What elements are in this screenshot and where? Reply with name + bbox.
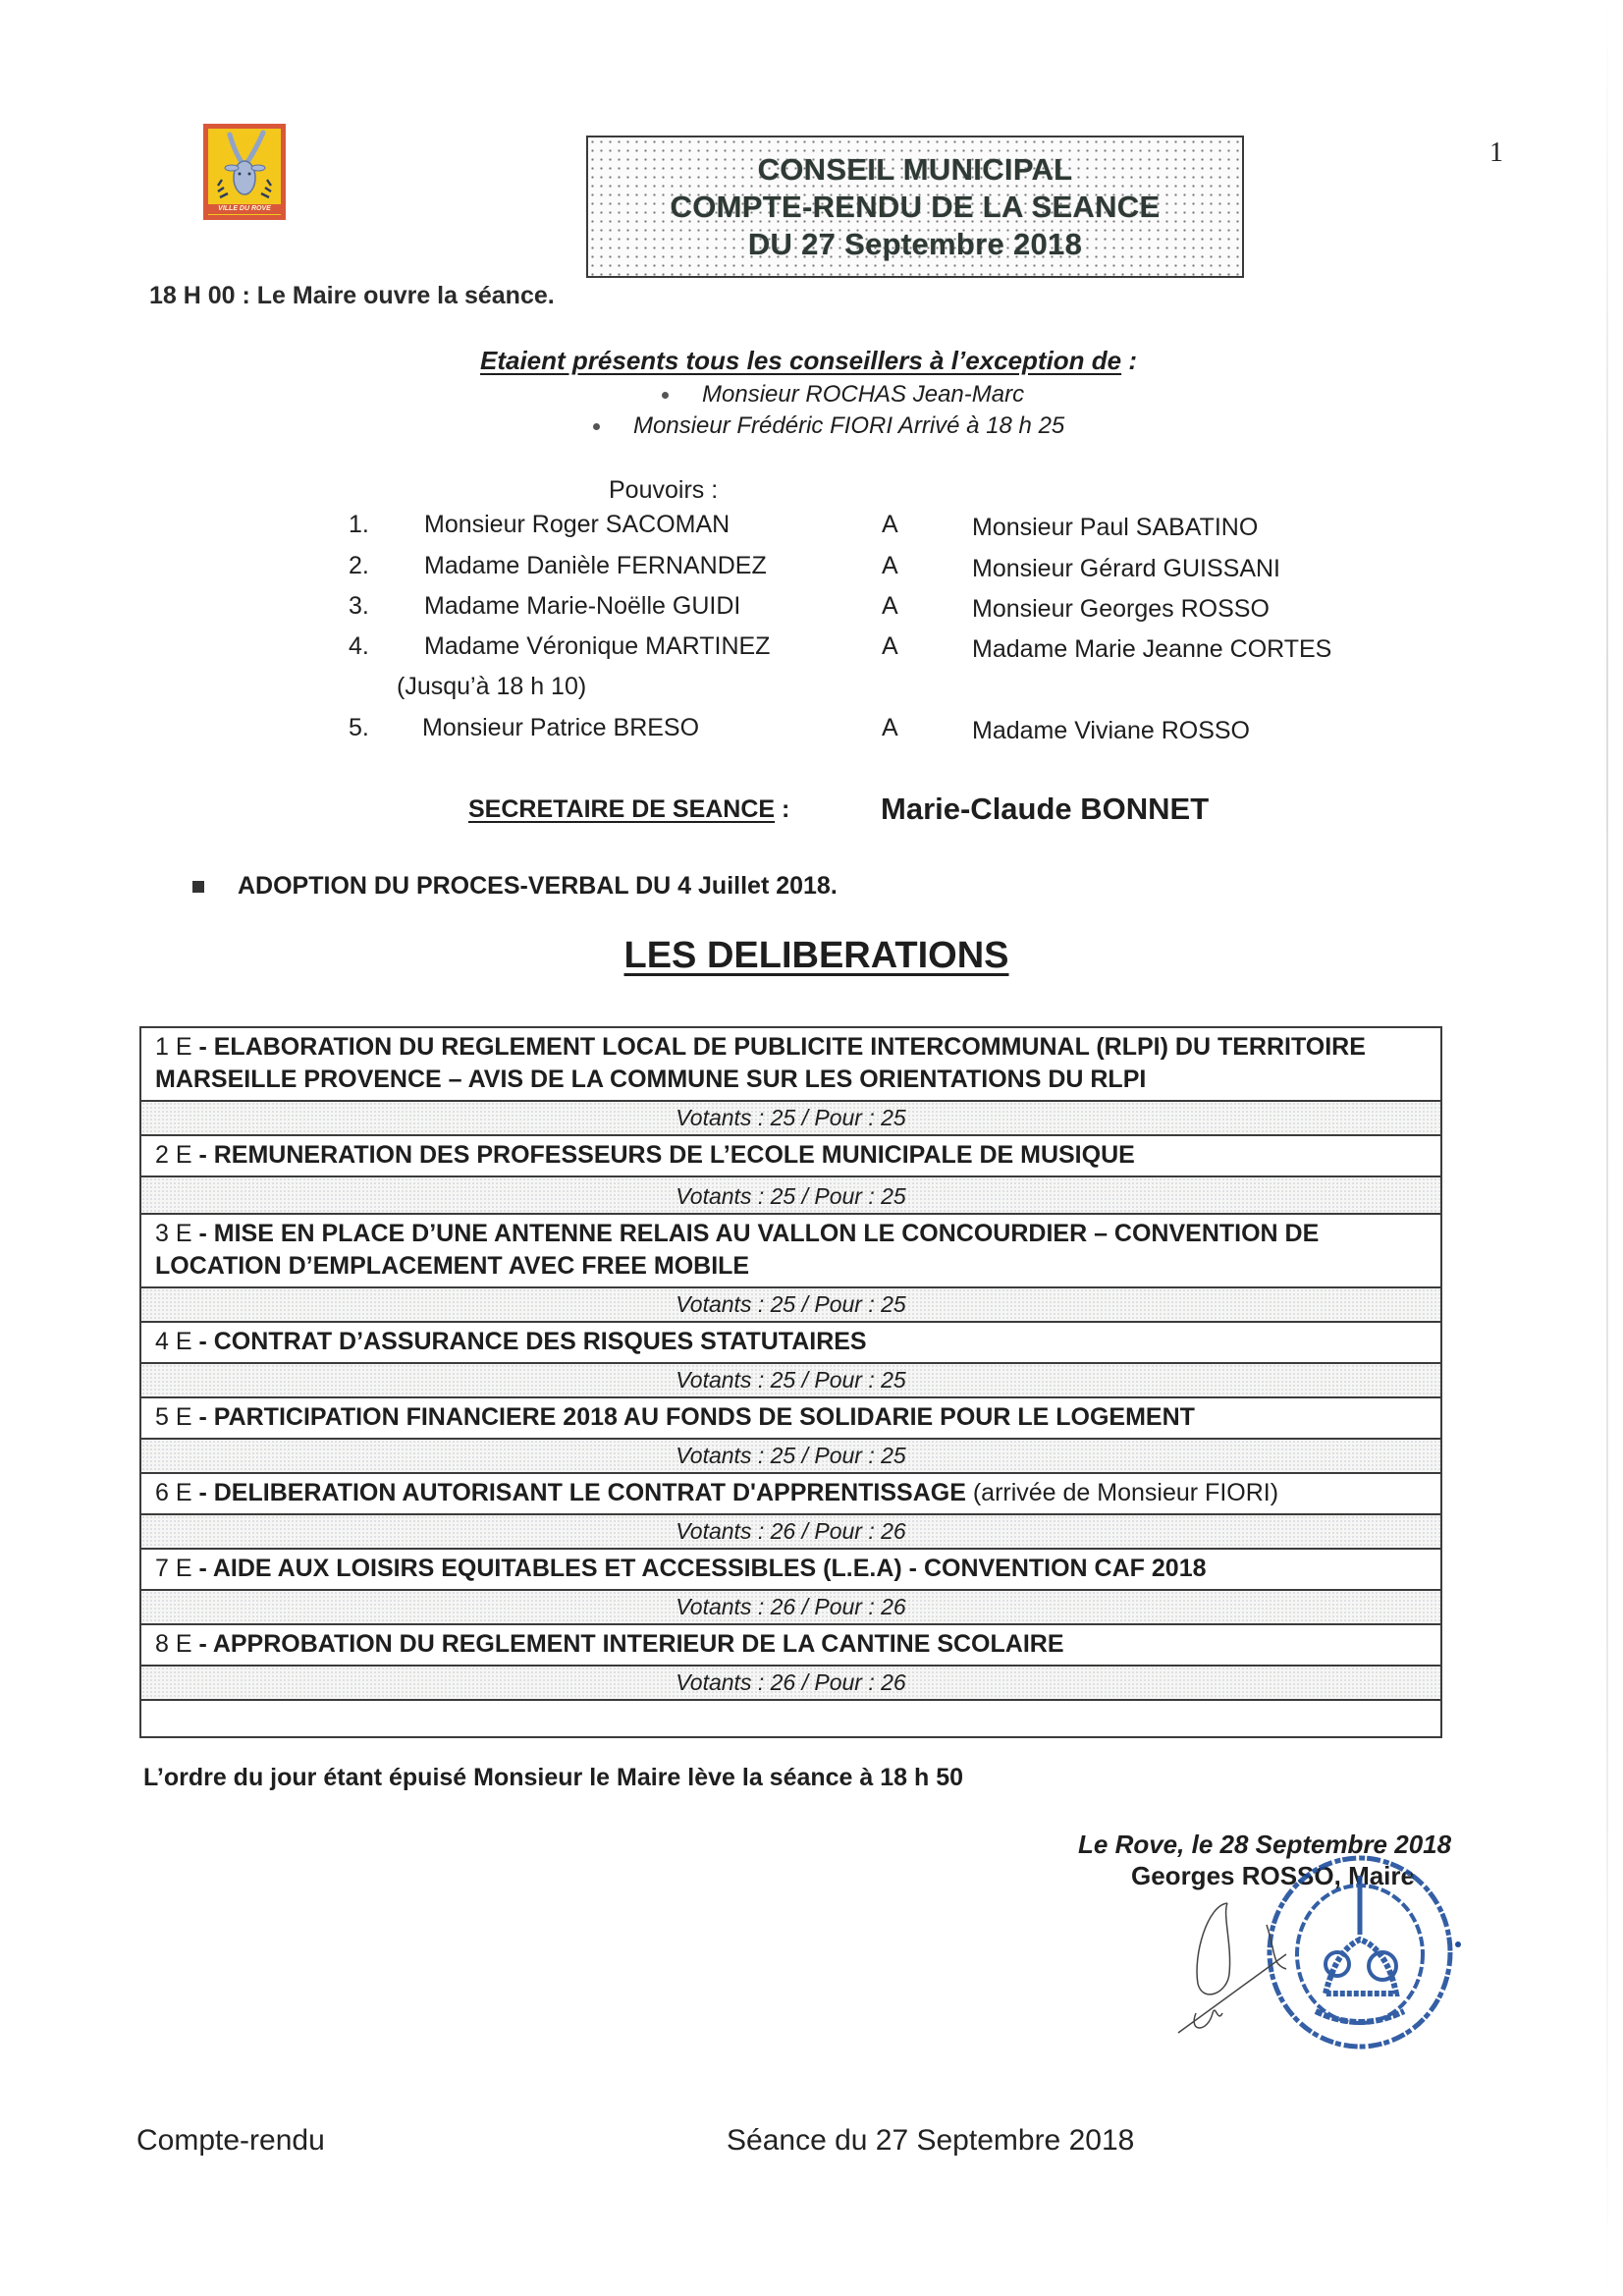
proxy-row: 1. Monsieur Roger SACOMAN A Monsieur Paul SABATINO bbox=[349, 511, 1259, 541]
town-logo bbox=[203, 124, 286, 220]
absent-item: Monsieur Frédéric FIORI Arrivé à 18 h 25 bbox=[593, 412, 1064, 440]
deliberation-vote-row: Votants : 25 / Pour : 25 bbox=[141, 1364, 1440, 1398]
attendance-heading: Etaient présents tous les conseillers à l’exception de : bbox=[480, 346, 1138, 375]
proxy-row: 3. Madame Marie-Noëlle GUIDI A Monsieur Georges ROSSO bbox=[349, 592, 1270, 623]
deliberation-title-row: 8 E - APPROBATION DU REGLEMENT INTERIEUR DE LA CANTINE SCOLAIRE bbox=[141, 1625, 1440, 1667]
closing-statement: L’ordre du jour étant épuisé Monsieur le Maire lève la séance à 18 h 50 bbox=[143, 1764, 964, 1791]
deliberation-vote-row: Votants : 26 / Pour : 26 bbox=[141, 1515, 1440, 1550]
deliberation-title-row: 4 E - CONTRAT D’ASSURANCE DES RISQUES STATUTAIRES bbox=[141, 1323, 1440, 1364]
deliberation-title-row: 6 E - DELIBERATION AUTORISANT LE CONTRAT D'APPRENTISSAGE (arrivée de Monsieur FIORI) bbox=[141, 1474, 1440, 1515]
secretary-label: SECRETAIRE DE SEANCE : bbox=[468, 795, 790, 823]
deliberation-vote-row: Votants : 25 / Pour : 25 bbox=[141, 1440, 1440, 1474]
footer-right: Séance du 27 Septembre 2018 bbox=[727, 2124, 1135, 2157]
proxy-note: (Jusqu’à 18 h 10) bbox=[397, 673, 587, 700]
deliberation-vote-row: Votants : 26 / Pour : 26 bbox=[141, 1591, 1440, 1625]
deliberation-title-row: 2 E - REMUNERATION DES PROFESSEURS DE L’ECOLE MUNICIPALE DE MUSIQUE bbox=[141, 1136, 1440, 1177]
scan-edge bbox=[1606, 0, 1608, 2296]
proxies-heading: Pouvoirs : bbox=[609, 476, 719, 504]
bullet-icon bbox=[593, 423, 600, 430]
title-line-2: COMPTE-RENDU DE LA SEANCE bbox=[670, 189, 1161, 224]
title-line-1: CONSEIL MUNICIPAL bbox=[757, 151, 1073, 187]
deliberation-vote-row: Votants : 25 / Pour : 25 bbox=[141, 1288, 1440, 1323]
deliberations-title: LES DELIBERATIONS bbox=[623, 935, 1009, 976]
empty-row bbox=[141, 1701, 1440, 1736]
handwritten-signature-icon bbox=[1168, 1895, 1306, 2043]
deliberation-title-row: 7 E - AIDE AUX LOISIRS EQUITABLES ET ACCESSIBLES (L.E.A) - CONVENTION CAF 2018 bbox=[141, 1550, 1440, 1591]
bullet-icon bbox=[662, 392, 669, 399]
deliberation-title-row: 1 E - ELABORATION DU REGLEMENT LOCAL DE PUBLICITE INTERCOMMUNAL (RLPI) DU TERRITOIRE MARSEILLE PROVENCE – AVIS DE LA COMMUNE SUR LES ORIENTATIONS DU RLPI bbox=[141, 1028, 1440, 1102]
deliberation-vote-row: Votants : 25 / Pour : 25 bbox=[141, 1177, 1440, 1215]
secretary-name: Marie-Claude BONNET bbox=[881, 792, 1210, 826]
adoption-item: ADOPTION DU PROCES-VERBAL DU 4 Juillet 2018. bbox=[192, 872, 838, 901]
deliberation-title-row: 3 E - MISE EN PLACE D’UNE ANTENNE RELAIS AU VALLON LE CONCOURDIER – CONVENTION DE LOCATION D’EMPLACEMENT AVEC FREE MOBILE bbox=[141, 1215, 1440, 1288]
page-number: 1 bbox=[1489, 137, 1503, 168]
opening-statement: 18 H 00 : Le Maire ouvre la séance. bbox=[149, 282, 555, 309]
footer-left: Compte-rendu bbox=[136, 2124, 325, 2157]
deliberations-table bbox=[139, 1026, 1442, 1738]
proxy-row: 2. Madame Danièle FERNANDEZ A Monsieur Gérard GUISSANI bbox=[349, 552, 1280, 582]
absent-item: Monsieur ROCHAS Jean-Marc bbox=[662, 381, 1024, 409]
deliberation-title-row: 5 E - PARTICIPATION FINANCIERE 2018 AU FONDS DE SOLIDARIE POUR LE LOGEMENT bbox=[141, 1398, 1440, 1440]
document-title-box bbox=[586, 136, 1244, 278]
attendance-heading-text: Etaient présents tous les conseillers à l’exception de bbox=[480, 346, 1122, 375]
logo-caption: VILLE DU ROVE bbox=[208, 204, 281, 214]
proxy-row: 4. Madame Véronique MARTINEZ A Madame Marie Jeanne CORTES bbox=[349, 632, 1332, 663]
deliberation-vote-row: Votants : 25 / Pour : 25 bbox=[141, 1102, 1440, 1136]
title-line-3: DU 27 Septembre 2018 bbox=[747, 226, 1083, 261]
goat-emblem-icon bbox=[208, 129, 281, 215]
proxy-row: 5. Monsieur Patrice BRESO A Madame Viviane ROSSO bbox=[349, 714, 1250, 744]
place-date: Le Rove, le 28 Septembre 2018 bbox=[1078, 1830, 1452, 1859]
square-bullet-icon bbox=[192, 881, 204, 893]
deliberation-vote-row: Votants : 26 / Pour : 26 bbox=[141, 1667, 1440, 1701]
signer-name: Georges ROSSO, Maire bbox=[1131, 1861, 1415, 1890]
